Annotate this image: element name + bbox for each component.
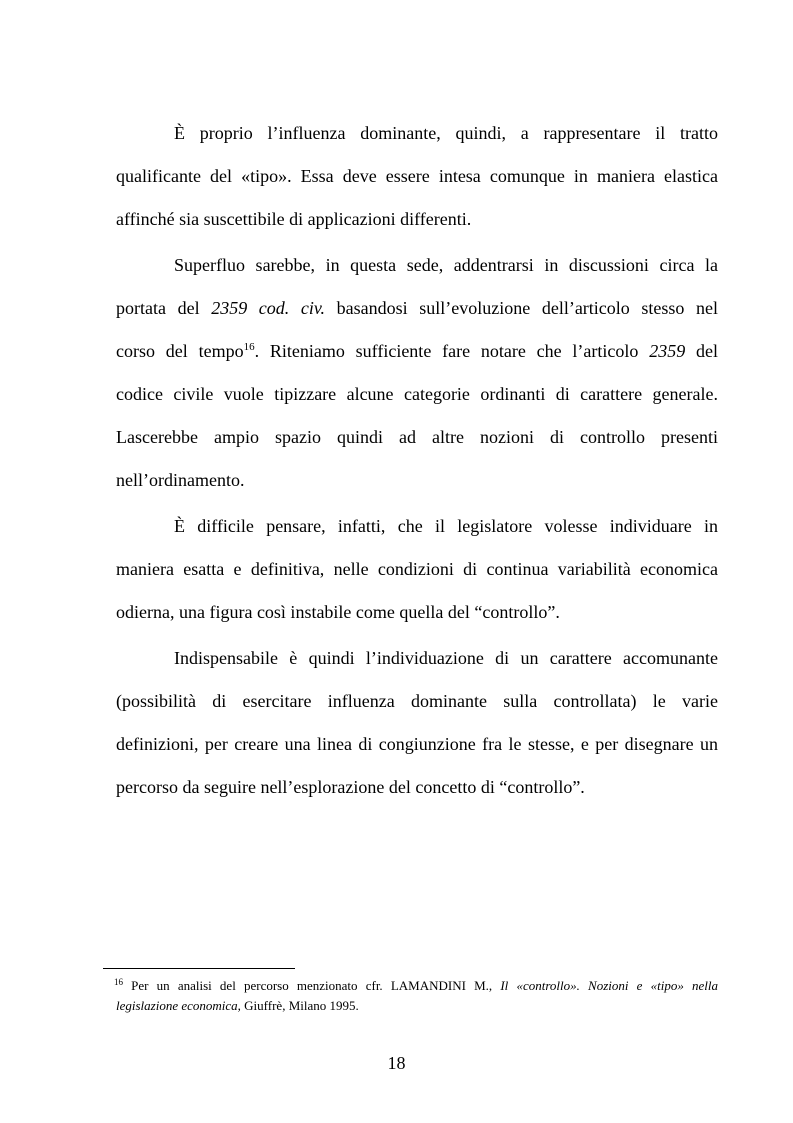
paragraph-line	[116, 330, 718, 373]
paragraph-line	[116, 287, 718, 330]
paragraph-line: È difficile pensare, infatti, che il legislatore volesse individuare in	[174, 516, 718, 536]
paragraph-3	[116, 505, 718, 634]
page-number: 18	[387, 1053, 406, 1073]
text-run: del	[685, 341, 718, 361]
article-reference: 2359	[649, 341, 686, 361]
text-run: Per un analisi del percorso menzionato cfr. LAMANDINI M.,	[123, 978, 501, 993]
paragraph-line: È proprio l’influenza dominante, quindi, a rappresentare il tratto	[174, 123, 718, 143]
paragraph-line: codice civile vuole tipizzare alcune categorie ordinanti di carattere generale.	[116, 384, 718, 404]
cited-title: legislazione economica,	[116, 998, 241, 1013]
footnote	[116, 976, 718, 1016]
text-run: . Riteniamo sufficiente fare notare che l’articolo	[254, 341, 650, 361]
text-run: Giuffrè, Milano 1995.	[240, 998, 359, 1013]
body-text	[116, 112, 718, 812]
text-run: basandosi sull’evoluzione dell’articolo stesso nel	[325, 298, 719, 318]
paragraph-line: maniera esatta e definitiva, nelle condizioni di continua variabilità economica	[116, 559, 718, 579]
paragraph-line: percorso da seguire nell’esplorazione del concetto di “controllo”.	[116, 777, 585, 797]
paragraph-4	[116, 637, 718, 809]
cited-title: Il «controllo». Nozioni e «tipo» nella	[500, 978, 718, 993]
article-reference: 2359 cod. civ.	[211, 298, 326, 318]
paragraph-line: odierna, una figura così instabile come quella del “controllo”.	[116, 602, 560, 622]
paragraph-line: nell’ordinamento.	[116, 470, 245, 490]
text-run: corso del tempo	[116, 341, 244, 361]
footnote-line	[116, 996, 718, 1016]
footnote-separator	[103, 968, 295, 969]
paragraph-line: Superfluo sarebbe, in questa sede, addentrarsi in discussioni circa la	[174, 255, 718, 275]
footnote-line	[114, 976, 718, 996]
paragraph-line: affinché sia suscettibile di applicazioni differenti.	[116, 209, 472, 229]
footnote-marker: 16	[243, 341, 255, 353]
text-run: portata del	[116, 298, 212, 318]
paragraph-line: Lascerebbe ampio spazio quindi ad altre nozioni di controllo presenti	[116, 427, 718, 447]
paragraph-1	[116, 112, 718, 241]
footnote-number: 16	[114, 977, 123, 987]
paragraph-line: qualificante del «tipo». Essa deve essere intesa comunque in maniera elastica	[116, 166, 718, 186]
paragraph-line: Indispensabile è quindi l’individuazione di un carattere accomunante	[174, 648, 718, 668]
paragraph-line: (possibilità di esercitare influenza dominante sulla controllata) le varie	[116, 691, 718, 711]
paragraph-line: definizioni, per creare una linea di congiunzione fra le stesse, e per disegnare un	[116, 734, 718, 754]
paragraph-2	[116, 244, 718, 502]
